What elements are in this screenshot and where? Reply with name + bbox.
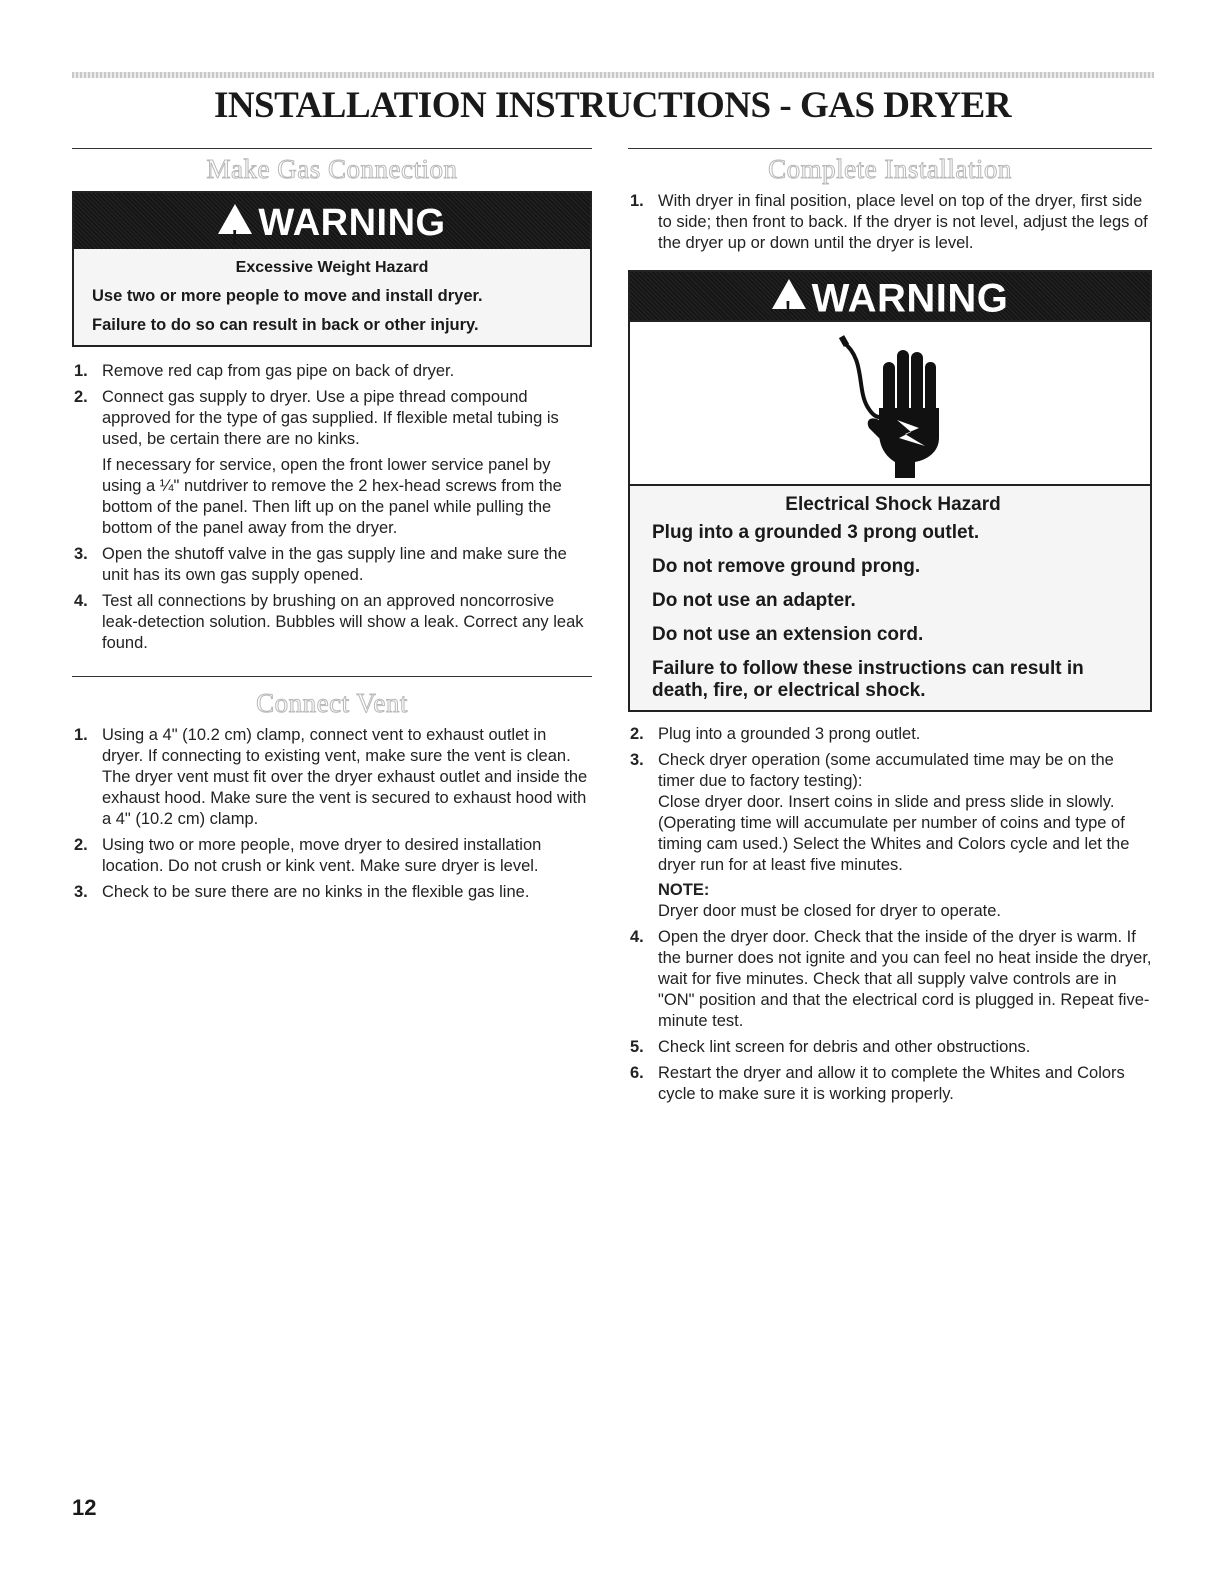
list-item: 3. Check dryer operation (some accumulated time may be on the timer due to factory testing): Close dryer door. Insert coins in slide and press slide in slowly. (Operating time will accumulate per number of coins and type of timing cam used.) Select the Whites and Colors cycle and let the dryer run for at least five minutes. NOTE: Dryer door must be closed for dryer to operate.: [628, 750, 1152, 922]
section-title-complete: Complete Installation: [768, 154, 1012, 184]
list-item: 5. Check lint screen for debris and other obstructions.: [630, 1038, 1031, 1056]
section-rule: [72, 148, 592, 149]
top-rule: [72, 72, 1154, 78]
vent-steps-list: [72, 725, 592, 903]
section-rule: [628, 148, 1152, 149]
warning-line: Use two or more people to move and install dryer.: [92, 287, 483, 305]
warning-line: Do not use an extension cord.: [652, 624, 924, 645]
section-rule: [72, 676, 592, 677]
warning-line: Do not use an adapter.: [652, 590, 856, 611]
section-title-gas: Make Gas Connection: [206, 154, 458, 184]
warning-line: Plug into a grounded 3 prong outlet.: [652, 522, 980, 543]
warning-line: Do not remove ground prong.: [652, 556, 921, 577]
warning-line: Failure to do so can result in back or other injury.: [92, 316, 479, 334]
warning-body: [630, 486, 1150, 710]
right-column: [628, 148, 1152, 1110]
complete-steps-list: [628, 724, 1152, 1105]
shock-illustration: [630, 320, 1150, 486]
list-item: 2. Using two or more people, move dryer to desired installation location. Do not crush or kink vent. Make sure dryer is level.: [74, 836, 542, 875]
list-item: 3. Check to be sure there are no kinks in the flexible gas line.: [74, 883, 530, 901]
hazard-title: Excessive Weight Hazard: [235, 259, 429, 276]
hazard-title: Electrical Shock Hazard: [785, 494, 1001, 515]
gas-steps-list: [72, 361, 592, 654]
warning-banner: !WARNING: [630, 272, 1150, 320]
list-item: 4. Open the dryer door. Check that the inside of the dryer is warm. If the burner does not ignite and you can feel no heat inside the dryer, wait for five minutes. Check that all supply valve controls are in "ON" position and that the electrical cord is plugged in. Repeat five-minute test.: [630, 928, 1152, 1030]
electric-shock-hand-icon: [835, 328, 945, 478]
page-number: 12: [72, 1495, 97, 1520]
list-item: 6. Restart the dryer and allow it to complete the Whites and Colors cycle to make sure it is working properly.: [630, 1064, 1125, 1103]
list-item: 1. Using a 4" (10.2 cm) clamp, connect vent to exhaust outlet in dryer. If connecting to existing vent, make sure the vent is clean. The dryer vent must fit over the dryer exhaust outlet and inside the exhaust hood. Make sure the vent is secured to exhaust hood with a 4" (10.2 cm) clamp.: [74, 726, 588, 828]
list-item: 4. Test all connections by brushing on an approved noncorrosive leak-detection solution. Bubbles will show a leak. Correct any leak found.: [74, 592, 584, 652]
warning-line: Failure to follow these instructions can result in death, fire, or electrical shock.: [652, 658, 1084, 701]
warning-triangle-icon: [218, 204, 252, 234]
warning-body: [74, 249, 590, 345]
section-title-vent: Connect Vent: [256, 688, 408, 718]
list-item: 1. With dryer in final position, place level on top of the dryer, first side to side; then front to back. If the dryer is not level, adjust the legs of the dryer up or down until the dryer is level.: [630, 192, 1148, 252]
list-item: 1. Remove red cap from gas pipe on back of dryer.: [74, 362, 455, 380]
list-item: 3. Open the shutoff valve in the gas supply line and make sure the unit has its own gas supply opened.: [74, 545, 567, 584]
shock-warning-box: [628, 270, 1152, 712]
warning-banner: !WARNING: [74, 193, 590, 249]
page-title: INSTALLATION INSTRUCTIONS - GAS DRYER: [213, 85, 1012, 126]
note-label: NOTE:: [658, 881, 710, 899]
list-item: 2. Plug into a grounded 3 prong outlet.: [630, 725, 921, 743]
list-item: 2. Connect gas supply to dryer. Use a pipe thread compound approved for the type of gas supplied. If flexible metal tubing is used, be certain there are no kinks. If necessary for service, open the front lower service panel by using a ¼" nutdriver to remove the 2 hex-head screws from the bottom of the panel. Then lift up on the panel while pulling the bottom of the panel away from the dryer.: [74, 388, 562, 537]
warning-triangle-icon: [772, 279, 806, 309]
left-column: [72, 148, 592, 908]
complete-steps-list-top: [628, 191, 1152, 254]
weight-warning-box: [72, 191, 592, 347]
